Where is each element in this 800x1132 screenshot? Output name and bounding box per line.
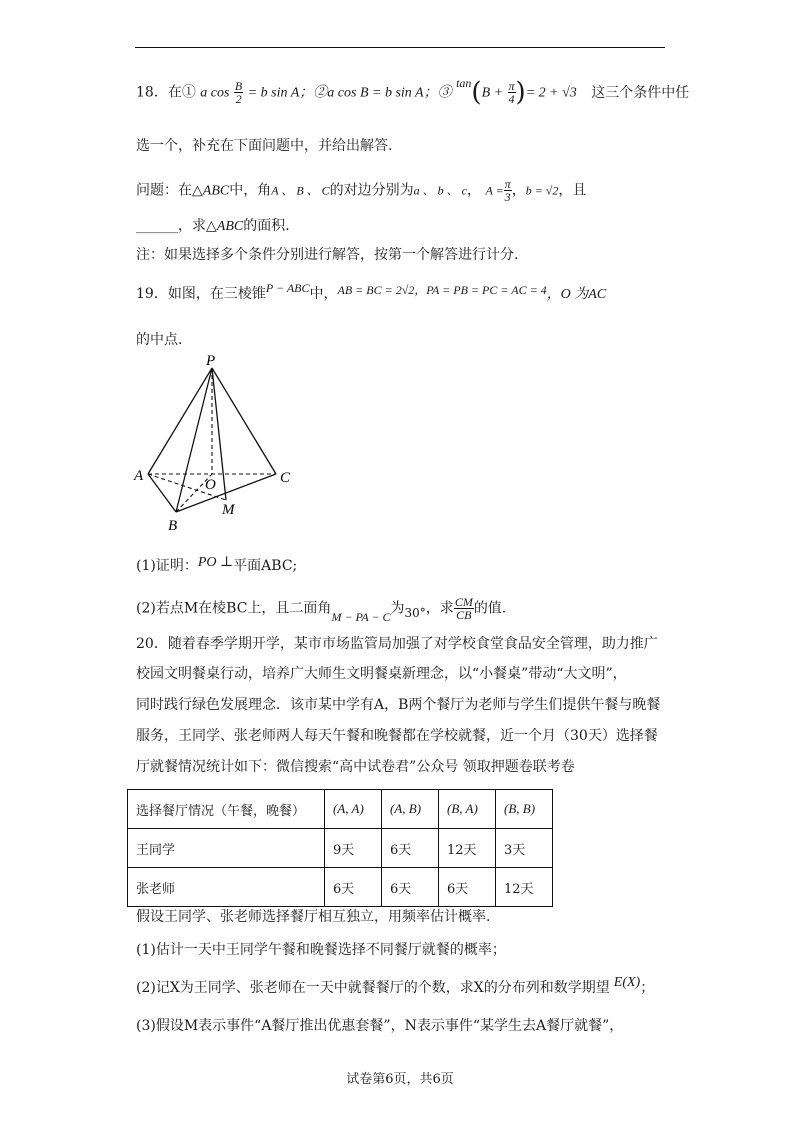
q18-number: 18．: [136, 84, 168, 101]
q19-line2: 的中点.: [136, 332, 183, 348]
label-B: B: [168, 518, 178, 534]
label-C: C: [280, 470, 291, 486]
pyramid-figure: [130, 352, 300, 537]
q20-part3: (3)假设M表示事件“A餐厅推出优惠套餐”，N表示事件“某学生去A餐厅就餐”，: [136, 1018, 624, 1034]
q18-note: 注：如果选择多个条件分别进行解答，按第一个解答进行计分.: [136, 247, 519, 263]
q20-line1: 20．随着春季学期开学，某市市场监管局加强了对学校食堂食品安全管理，助力推广: [136, 636, 658, 652]
page-footer: 试卷第6页，共6页: [346, 1072, 454, 1087]
table-row: 王同学 9天 6天 12天 3天: [128, 829, 553, 868]
q19-part1: (1)证明：PO ⊥平面ABC;: [136, 555, 298, 574]
q19-line1: 19．如图，在三棱锥P − ABC中，AB = BC = 2√2，PA = PB = PC = AC = 4，O 为AC: [136, 281, 607, 302]
q19-part2: (2)若点M在棱BC上，且二面角M − PA − C为30°，求 $\frac{CM}{CB}$ 的值.: [136, 595, 507, 624]
q20-part1: (1)估计一天中王同学午餐和晚餐选择不同餐厅就餐的概率；: [136, 942, 506, 958]
table-row: 张老师 6天 6天 6天 12天: [128, 868, 553, 907]
answer-blank: ______: [136, 218, 178, 234]
table-header-row: 选择餐厅情况（午餐，晚餐） (A, A) (A, B) (B, A) (B, B): [128, 790, 553, 829]
edge-PA: [148, 368, 212, 474]
q20-assumption: 假设王同学、张老师选择餐厅相互独立，用频率估计概率.: [136, 909, 491, 925]
label-O: O: [205, 477, 216, 493]
q20-part2: (2)记X为王同学、张老师在一天中就餐餐厅的个数，求X的分布列和数学期望 E(X)；: [136, 975, 655, 996]
q20-line2: 校园文明餐桌行动，培养广大师生文明餐桌新理念，以“小餐桌”带动“大文明”，: [136, 666, 627, 682]
edge-AB: [148, 474, 176, 512]
q18-line2: 选一个，补充在下面问题中，并给出解答.: [136, 138, 393, 154]
q20-line5: 厅就餐情况统计如下：微信搜索“高中试卷君”公众号 领取押题卷联考卷: [136, 759, 575, 775]
q18-problem: 问题：在△ABC中，角A 、 B 、 C的对边分别为a 、 b 、 c， A = $\frac{\pi}{3}$ ，b = √2，且: [136, 177, 587, 204]
label-P: P: [206, 353, 216, 369]
q18-ask: ______，求△ABC的面积.: [136, 218, 290, 234]
condition-2: ；②a cos B = b sin A；③: [299, 85, 452, 101]
q18-line1: 18．在① a cos $\frac{B}{2}$ = b sin A；②a cos B = b sin A；③ tan(B + $\frac{\pi}{4}$ )= 2 + √3 这三个条件中任: [136, 75, 690, 108]
label-M: M: [222, 502, 235, 518]
label-A: A: [134, 468, 144, 484]
top-rule: [135, 47, 665, 48]
q20-line3: 同时践行绿色发展理念．该市某中学有A，B两个餐厅为老师与学生们提供午餐与晚餐: [136, 697, 661, 713]
condition-1: a cos: [200, 85, 230, 101]
q20-line4: 服务，王同学、张老师两人每天午餐和晚餐都在学校就餐，近一个月（30天）选择餐: [136, 728, 658, 744]
dining-stats-table: [127, 789, 553, 907]
condition-3: tan: [456, 75, 472, 90]
